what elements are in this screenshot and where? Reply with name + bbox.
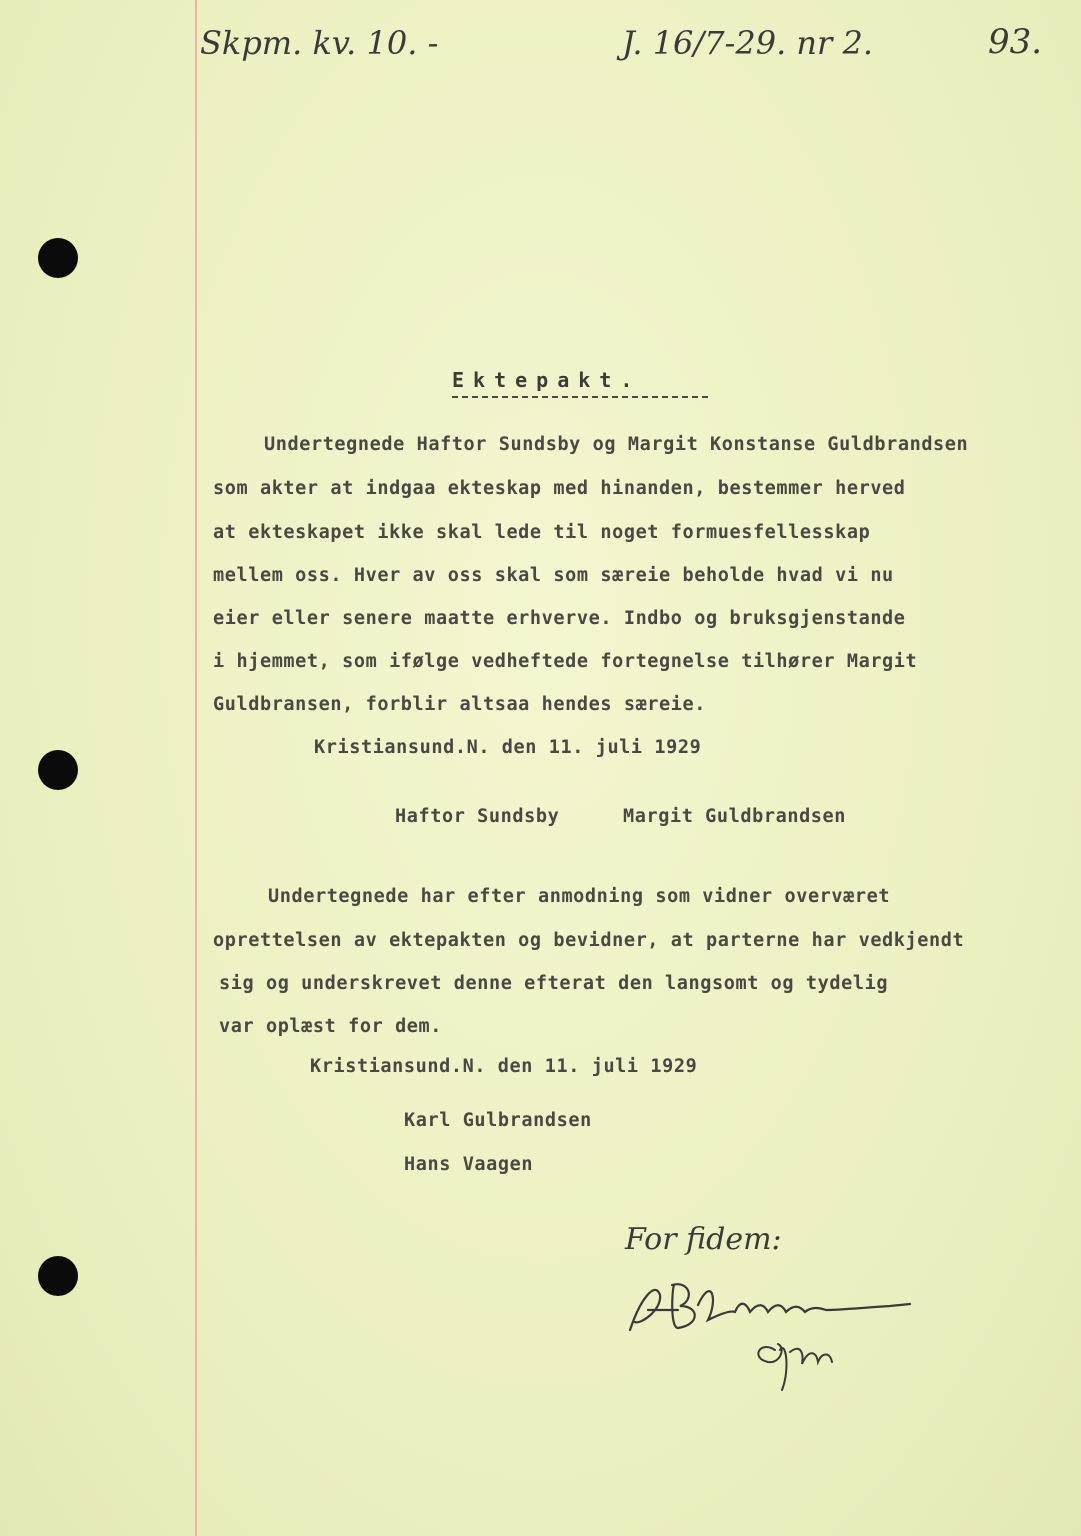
header-left-note: Skpm. kv. 10. -: [200, 24, 439, 62]
paragraph2-line: oprettelsen av ektepakten og bevidner, at parterne har vedkjendt: [213, 930, 965, 951]
paragraph1-line: Guldbransen, forblir altsaa hendes særeie.: [213, 694, 706, 715]
punch-hole-icon: [38, 750, 78, 790]
witness-name: Karl Gulbrandsen: [404, 1110, 592, 1131]
signatory-name: Margit Guldbrandsen: [623, 806, 847, 827]
paragraph1-line: i hjemmet, som ifølge vedheftede fortegnelse tilhører Margit: [213, 651, 918, 672]
document-title: Ektepakt.: [452, 368, 642, 392]
signature-title: Skpm: [610, 1270, 613, 1271]
paragraph2-line: var oplæst for dem.: [219, 1016, 443, 1037]
paragraph1-line: som akter at indgaa ekteskap med hinanden, bestemmer herved: [213, 478, 906, 499]
paragraph2-line: Undertegnede har efter anmodning som vidner overværet: [268, 886, 891, 907]
punch-hole-icon: [38, 238, 78, 278]
paragraph1-line: eier eller senere maatte erhverve. Indbo og bruksgjenstande: [213, 608, 906, 629]
title-underline: [452, 396, 708, 398]
handwritten-signature: [600, 1240, 1000, 1400]
paragraph1-line: at ekteskapet ikke skal lede til noget formuesfellesskap: [213, 522, 871, 543]
signatory-name: Haftor Sundsby: [395, 806, 560, 827]
header-journal-note: J. 16/7-29. nr 2.: [622, 24, 874, 62]
place-date: Kristiansund.N. den 11. juli 1929: [310, 1056, 698, 1077]
punch-hole-icon: [38, 1256, 78, 1296]
page-number: 93.: [988, 22, 1043, 62]
paragraph2-line: sig og underskrevet denne efterat den langsomt og tydelig: [219, 973, 889, 994]
endorsement-note: For fidem:: [625, 1222, 782, 1257]
place-date: Kristiansund.N. den 11. juli 1929: [314, 737, 702, 758]
paragraph1-line: mellem oss. Hver av oss skal som særeie beholde hvad vi nu: [213, 565, 894, 586]
signature-text: A B Grimsmo: [610, 1260, 617, 1261]
paragraph1-line: Undertegnede Haftor Sundsby og Margit Konstanse Guldbrandsen: [264, 434, 969, 455]
margin-rule: [195, 0, 197, 1536]
witness-name: Hans Vaagen: [404, 1154, 534, 1175]
